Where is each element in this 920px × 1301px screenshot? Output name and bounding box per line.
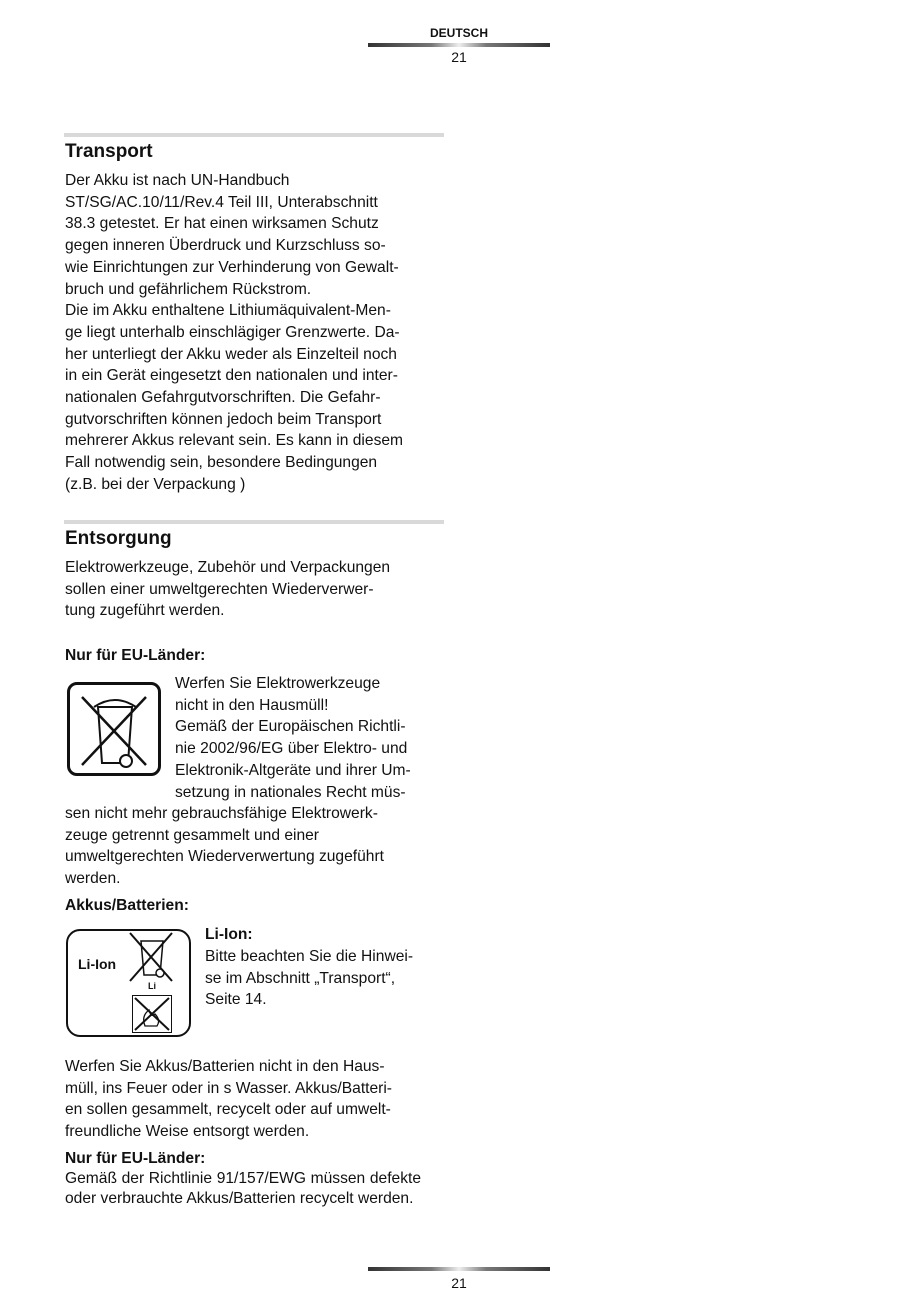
akkus-body: Werfen Sie Akkus/Batterien nicht in den Haus- müll, ins Feuer oder in s Wasser. Akkus/Batteri- en sollen gesammelt, recycelt oder auf umwelt- freundliche Weise entsorgt werden.: [65, 1058, 393, 1141]
eu-side-text: Werfen Sie Elektrowerkzeuge nicht in den Hausmüll! Gemäß der Europäischen Richtli- nie 2002/96/EG über Elektro- und Elektronik-Altgeräte und ihrer Um- setzung in nationales Recht müs-: [175, 675, 411, 801]
section-title-transport: Transport: [65, 141, 153, 162]
section-divider: [64, 133, 444, 137]
li-small-label: Li: [148, 981, 156, 991]
eu-heading: Nur für EU-Länder:: [65, 647, 206, 664]
liion-heading: Li-Ion:: [205, 926, 253, 943]
page-number-bottom: 21: [451, 1275, 467, 1291]
eu2-heading: Nur für EU-Länder:: [65, 1150, 206, 1167]
footer-divider: [368, 1267, 550, 1271]
entsorgung-body: Elektrowerkzeuge, Zubehör und Verpackungen sollen einer umweltgerechten Wiederverwer- tung zugeführt werden.: [65, 559, 391, 620]
liion-label: Li-Ion: [78, 956, 117, 972]
page-number-top: 21: [451, 49, 467, 65]
language-label: DEUTSCH: [429, 26, 488, 40]
weee-bin-icon: [67, 682, 161, 776]
transport-body: Der Akku ist nach UN-Handbuch ST/SG/AC.10/11/Rev.4 Teil III, Unterabschnitt 38.3 getestet. Er hat einen wirksamen Schutz gegen inneren Überdruck und Kurzschluss so- wie Einrichtungen zur Verhinderung von Gewalt- bruch und gefährlichem Rückstrom. Die im Akku enthaltene Lithiumäquivalent-Men- ge liegt unterhalb einschlägiger Grenzwerte. Da- her unterliegt der Akku weder als Einzelteil noch in ein Gerät eingesetzt den nationalen und inter- nationalen Gefahrgutvorschriften. Die Gefahr- gutvorschriften können jedoch beim Transport mehrerer Akkus relevant sein. Es kann in diesem Fall notwendig sein, besondere Bedingungen (z.B. bei der Verpackung ): [65, 172, 404, 493]
akkus-heading: Akkus/Batterien:: [65, 897, 189, 914]
no-fire-icon: [132, 995, 172, 1033]
eu2-body: Gemäß der Richtlinie 91/157/EWG müssen defekte oder verbrauchte Akkus/Batterien recycelt werden.: [65, 1170, 421, 1207]
section-divider: [64, 520, 444, 524]
liion-body: Bitte beachten Sie die Hinwei- se im Abschnitt „Transport“, Seite 14.: [205, 948, 414, 1009]
liion-symbol-box: [66, 929, 191, 1037]
section-title-entsorgung: Entsorgung: [65, 528, 172, 549]
eu-rest-text: sen nicht mehr gebrauchsfähige Elektrowerk- zeuge getrennt gesammelt und einer umweltgerechten Wiederverwertung zugeführt werden.: [65, 805, 384, 888]
